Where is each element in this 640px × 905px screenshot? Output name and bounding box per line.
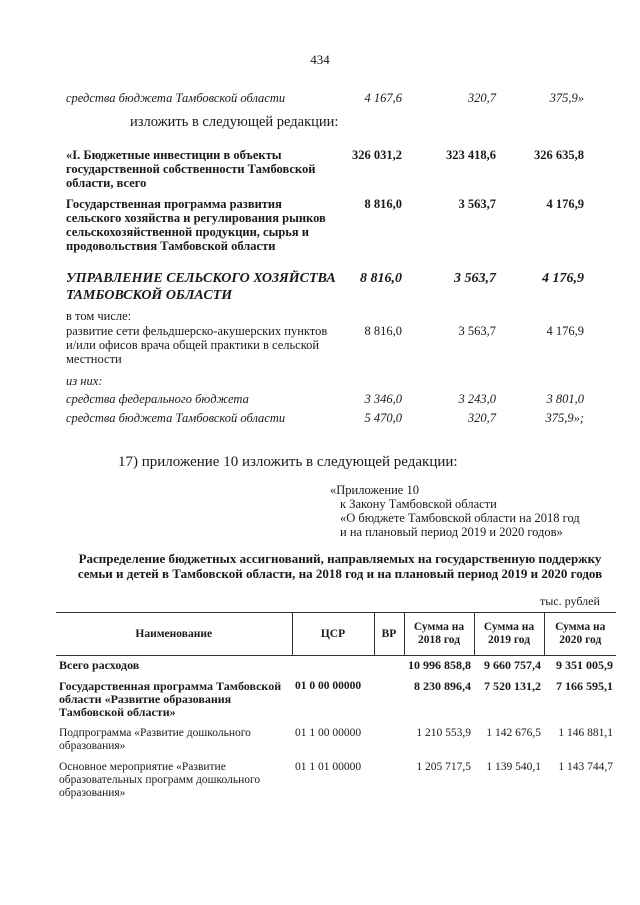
cell-sum-2018: 1 205 717,5 [416,761,471,773]
row-name: Государственная программа развития сельского хозяйства и регулирования рынков сельскохозяйственной продукции, сырья и продовольствия Тамбовской области [66,197,326,253]
appendix-line: к Закону Тамбовской области [340,497,497,511]
cell-name: Подпрограмма «Развитие дошкольного образования» [59,727,251,752]
row-value-2019: 3 243,0 [458,392,496,406]
row-value-2020: 4 176,9 [546,197,584,211]
cell-sum-2019: 1 139 540,1 [486,761,541,773]
row-name: средства бюджета Тамбовской области [66,411,286,425]
caption: изложить в следующей редакции: [130,114,339,130]
row-value-2020: 4 176,9 [546,324,584,338]
cell-sum-2019: 1 142 676,5 [486,727,541,739]
cell-name: Государственная программа Тамбовской области «Развитие образования Тамбовской области» [59,679,282,719]
row-value-2019: 3 563,7 [458,197,496,211]
header-sum-2020: Сумма на 2020 год [544,613,616,656]
cell-name: Основное мероприятие «Развитие образовательных программ дошкольного образования» [59,761,261,799]
item-17: 17) приложение 10 изложить в следующей редакции: [118,454,458,470]
cell-csr [292,656,374,678]
row-name: в том числе: [66,309,132,323]
row-value-2018: 8 816,0 [360,271,402,286]
units-label: тыс. рублей [540,594,600,608]
appendix-header [330,483,580,539]
table-title: Распределение бюджетных ассигнований, направляемых на государственную поддержку семьи и детей в Тамбовской области, на 2018 год и на плановый период 2019 и 2020 годов [77,551,603,581]
cell-sum-2020: 9 351 005,9 [556,658,613,672]
cell-sum-2019: 7 520 131,2 [484,679,541,693]
cell-sum-2018: 1 210 553,9 [416,727,471,739]
cell-csr: 01 1 01 00000 [295,761,362,773]
row-name: развитие сети фельдшерско-акушерских пунктов и/или офисов врача общей практики в сельской местности [66,324,328,366]
row-value-2019: 323 418,6 [446,148,496,162]
row-value-2020: 3 801,0 [546,392,584,406]
cell-sum-2018: 8 230 896,4 [414,679,471,693]
row-value-2018: 4 167,6 [364,91,402,105]
row-name: средства федерального бюджета [66,392,249,406]
row-value-2020: 326 635,8 [534,148,584,162]
page-number: 434 [310,52,330,67]
table-row [56,677,616,724]
row-value-2018: 3 346,0 [364,392,402,406]
row-value-2020: 4 176,9 [542,271,584,286]
row-value-2019: 3 563,7 [458,324,496,338]
cell-name: Всего расходов [59,658,140,672]
cell-sum-2020: 1 146 881,1 [558,727,613,739]
row-value-2019: 320,7 [467,411,496,425]
row-value-2018: 8 816,0 [364,324,402,338]
row-name: УПРАВЛЕНИЕ СЕЛЬСКОГО ХОЗЯЙСТВА ТАМБОВСКОЙ ОБЛАСТИ [66,271,336,303]
cell-csr: 01 1 00 00000 [295,727,362,739]
cell-vr [374,656,404,678]
appendix-line: «О бюджете Тамбовской области на 2018 год [340,511,580,525]
header-csr: ЦСР [292,613,374,656]
cell-sum-2018: 10 996 858,8 [408,658,471,672]
table-row [56,724,616,758]
row-value-2019: 320,7 [467,91,496,105]
row-value-2018: 5 470,0 [364,411,402,425]
row-value-2018: 326 031,2 [352,148,402,162]
cell-csr: 01 0 00 00000 [295,680,362,692]
row-value-2019: 3 563,7 [454,271,496,286]
row-name: «I. Бюджетные инвестиции в объекты государственной собственности Тамбовской области, всего [66,148,316,190]
table-row [56,758,616,805]
header-vr: ВР [374,613,404,656]
header-sum-2019: Сумма на 2019 год [474,613,544,656]
row-name: из них: [66,374,103,388]
header-sum-2018: Сумма на 2018 год [404,613,474,656]
row-value-2020: 375,9»; [545,411,584,425]
cell-vr [374,724,404,758]
appendix-line: и на плановый период 2019 и 2020 годов» [340,525,563,539]
row-value-2018: 8 816,0 [364,197,402,211]
budget-table [56,612,616,805]
appendix-line: «Приложение 10 [330,483,419,497]
header-name: Наименование [56,613,292,656]
cell-sum-2020: 1 143 744,7 [558,761,613,773]
table-header-row [56,613,616,656]
row-name: средства бюджета Тамбовской области [66,91,286,105]
cell-sum-2020: 7 166 595,1 [556,679,613,693]
cell-vr [374,677,404,724]
cell-sum-2019: 9 660 757,4 [484,658,541,672]
cell-vr [374,758,404,805]
row-value-2020: 375,9» [549,91,584,105]
table-row [56,656,616,678]
